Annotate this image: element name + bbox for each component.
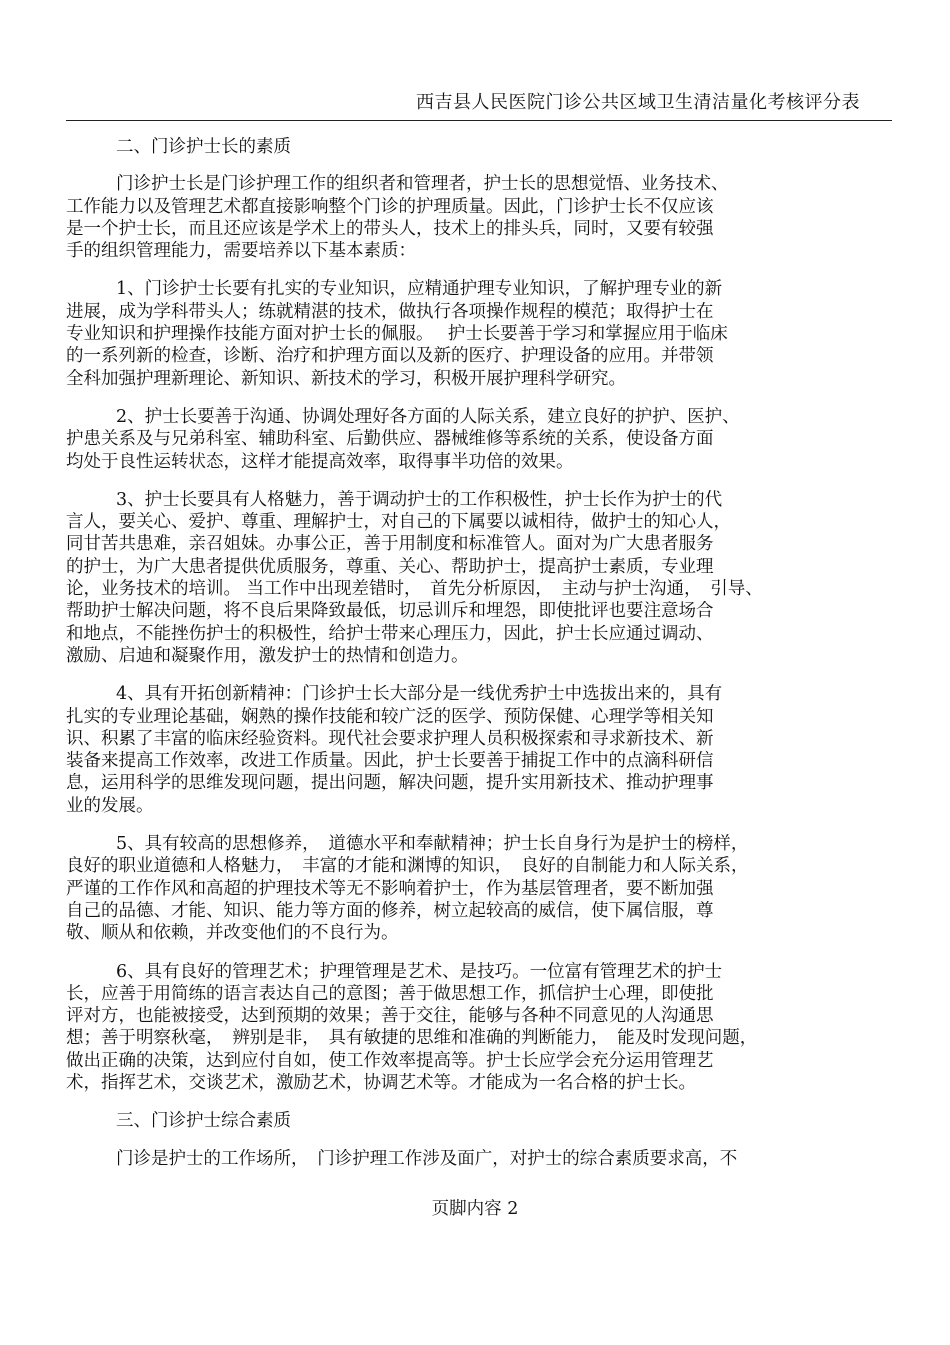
document-body <box>66 136 876 1186</box>
paragraph-line: 想；善于明察秋毫， 辨别是非， 具有敏捷的思维和准确的判断能力， 能及时发现问题， <box>66 1028 758 1049</box>
paragraph <box>66 961 876 1095</box>
paragraph <box>66 406 876 473</box>
paragraph <box>66 278 876 389</box>
paragraph-line: 门诊是护士的工作场所， 门诊护理工作涉及面广，对护士的综合素质要求高，不 <box>116 1148 738 1169</box>
paragraph-line: 同甘苦共患难，亲召姐妹。办事公正，善于用制度和标准管人。面对为广大患者服务 <box>66 534 714 555</box>
paragraph-line: 的一系列新的检查，诊断、治疗和护理方面以及新的医疗、护理设备的应用。并带领 <box>66 346 714 367</box>
paragraph-line: 的护士，为广大患者提供优质服务，尊重、关心、帮助护士，提高护士素质，专业理 <box>66 556 714 577</box>
paragraph <box>66 833 876 944</box>
paragraph-line: 进展，成为学科带头人；练就精湛的技术，做执行各项操作规程的模范；取得护士在 <box>66 301 714 322</box>
paragraph-line: 敬、顺从和依赖，并改变他们的不良行为。 <box>66 923 399 944</box>
page-header-title: 西吉县人民医院门诊公共区域卫生清洁量化考核评分表 <box>416 92 860 113</box>
page-footer: 页脚内容 2 <box>431 1199 519 1219</box>
paragraph-line: 3、护士长要具有人格魅力，善于调动护士的工作积极性，护士长作为护士的代 <box>116 489 723 510</box>
paragraph-line: 评对方，也能被接受，达到预期的效果；善于交往，能够与各种不同意见的人沟通思 <box>66 1006 714 1027</box>
paragraph-line: 息，运用科学的思维发现问题，提出问题，解决问题，提升实用新技术、推动护理事 <box>66 773 714 794</box>
paragraph-line: 均处于良性运转状态，这样才能提高效率，取得事半功倍的效果。 <box>66 451 574 472</box>
paragraph <box>66 173 876 262</box>
paragraph-line: 扎实的专业理论基础，娴熟的操作技能和较广泛的医学、预防保健、心理学等相关知 <box>66 706 714 727</box>
paragraph-line: 工作能力以及管理艺术都直接影响整个门诊的护理质量。因此，门诊护士长不仅应该 <box>66 196 714 217</box>
paragraph-line: 手的组织管理能力，需要培养以下基本素质： <box>66 241 416 262</box>
paragraph-line: 术，指挥艺术，交谈艺术，激励艺术，协调艺术等。才能成为一名合格的护士长。 <box>66 1072 696 1093</box>
paragraph-line: 自己的品德、才能、知识、能力等方面的修养，树立起较高的威信，使下属信服，尊 <box>66 900 714 921</box>
header-divider <box>66 120 892 121</box>
paragraph-line: 做出正确的决策，达到应付自如，使工作效率提高等。护士长应学会充分运用管理艺 <box>66 1050 714 1071</box>
paragraph-line: 言人，要关心、爱护、尊重、理解护士，对自己的下属要以诚相待，做护士的知心人， <box>66 512 731 533</box>
paragraph-line: 严谨的工作作风和高超的护理技术等无不影响着护士，作为基层管理者，要不断加强 <box>66 878 714 899</box>
section-heading: 三、门诊护士综合素质 <box>116 1111 291 1132</box>
paragraph-line: 识、积累了丰富的临床经验资料。现代社会要求护理人员积极探索和寻求新技术、新 <box>66 728 714 749</box>
paragraph-line: 长，应善于用简练的语言表达自己的意图；善于做思想工作，抓信护士心理，即使批 <box>66 983 714 1004</box>
paragraph-line: 1、门诊护士长要有扎实的专业知识，应精通护理专业知识，了解护理专业的新 <box>116 279 723 300</box>
paragraph <box>66 683 876 817</box>
paragraph-line: 和地点，不能挫伤护士的积极性，给护士带来心理压力，因此，护士长应通过调动、 <box>66 623 714 644</box>
paragraph-line: 4、具有开拓创新精神：门诊护士长大部分是一线优秀护士中选拔出来的，具有 <box>116 684 723 705</box>
paragraph-line: 护患关系及与兄弟科室、辅助科室、后勤供应、器械维修等系统的关系，使设备方面 <box>66 429 714 450</box>
paragraph-line: 装备来提高工作效率，改进工作质量。因此，护士长要善于捕捉工作中的点滴科研信 <box>66 751 714 772</box>
paragraph-line: 6、具有良好的管理艺术；护理管理是艺术、是技巧。一位富有管理艺术的护士 <box>116 961 723 982</box>
paragraph-line: 激励、启迪和凝聚作用，激发护士的热情和创造力。 <box>66 645 469 666</box>
section-heading: 二、门诊护士长的素质 <box>116 137 291 157</box>
paragraph-line: 帮助护士解决问题，将不良后果降致最低，切忌训斥和埋怨，即使批评也要注意场合 <box>66 601 714 622</box>
paragraph <box>66 489 876 667</box>
paragraph-line: 专业知识和护理操作技能方面对护士长的佩服。 护士长要善于学习和掌握应用于临床 <box>66 324 728 345</box>
paragraph-line: 论，业务技术的培训。 当工作中出现差错时， 首先分析原因， 主动与护士沟通， 引导、 <box>66 579 763 600</box>
paragraph-line: 全科加强护理新理论、新知识、新技术的学习，积极开展护理科学研究。 <box>66 368 626 389</box>
paragraph-line: 2、护士长要善于沟通、协调处理好各方面的人际关系，建立良好的护护、医护、 <box>116 406 740 427</box>
paragraph-line: 良好的职业道德和人格魅力， 丰富的才能和渊博的知识， 良好的自制能力和人际关系， <box>66 856 749 877</box>
paragraph-line: 是一个护士长，而且还应该是学术上的带头人，技术上的排头兵，同时，又要有较强 <box>66 218 714 239</box>
paragraph <box>66 1148 876 1170</box>
paragraph-line: 业的发展。 <box>66 795 154 816</box>
paragraph-line: 5、具有较高的思想修养， 道德水平和奉献精神；护士长自身行为是护士的榜样， <box>116 834 749 855</box>
paragraph-line: 门诊护士长是门诊护理工作的组织者和管理者，护士长的思想觉悟、业务技术、 <box>116 174 729 195</box>
